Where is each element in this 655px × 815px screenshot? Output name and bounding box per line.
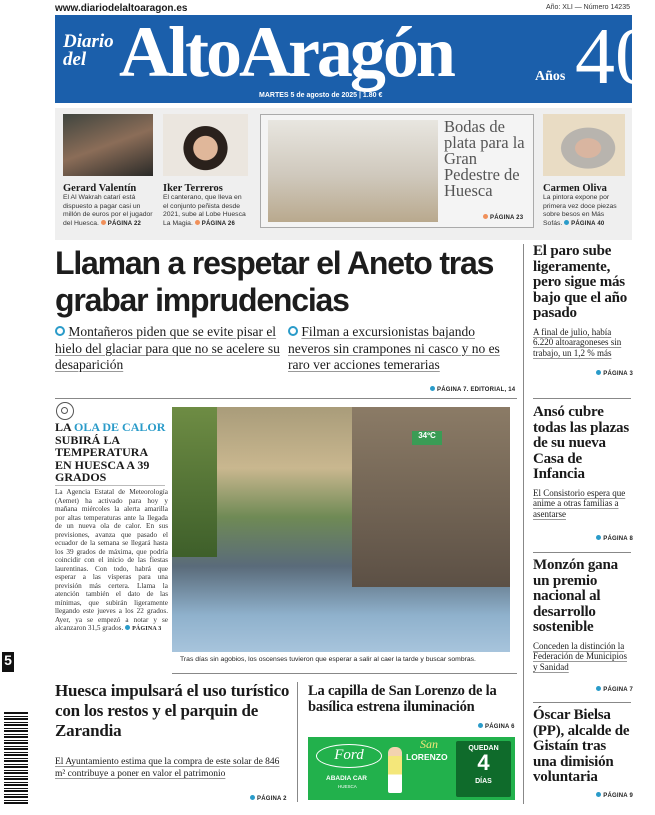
page-ref: PÁGINA 2 xyxy=(257,796,287,802)
page-ref: PÁGINA 23 xyxy=(490,215,524,221)
divider xyxy=(172,673,517,674)
sun-icon xyxy=(56,402,74,420)
ford-logo: Ford xyxy=(316,744,382,768)
lead-subhead-2: Filman a excursionistas bajando neveros sin crampones ni casco y no es raro ver acciones temerarias xyxy=(288,324,500,372)
teaser-name: Iker Terreros xyxy=(163,183,223,194)
issue-number: Año: XLI — Número 14235 xyxy=(545,4,630,11)
photo-caption: Tras días sin agobios, los oscenses tuvieron que esperar a salir al caer la tarde y buscar sombras. xyxy=(180,656,476,663)
ford-advert[interactable] xyxy=(308,737,515,800)
teaser-carmen[interactable] xyxy=(543,114,625,228)
page-ref: PÁGINA 6 xyxy=(485,724,515,730)
masthead-del: del xyxy=(63,49,87,70)
bullet-icon xyxy=(55,326,65,336)
column-divider xyxy=(523,244,524,804)
divider xyxy=(533,702,631,703)
lead-subhead-1: Montañeros piden que se evite pisar el hielo del glaciar para que no se acelere su desaparición xyxy=(55,324,280,372)
chapel-headline[interactable]: La capilla de San Lorenzo de la basílica estrena iluminación xyxy=(308,683,497,715)
teaser-text: La pintora expone por primera vez doce piezas sobre besos en Más Sofás. xyxy=(543,194,617,227)
divider xyxy=(172,673,173,674)
anniversary-number: 40 xyxy=(575,13,655,101)
dancer-figure xyxy=(388,747,402,793)
dealer-name: ABADIA CAR xyxy=(326,775,367,782)
divider xyxy=(55,398,517,399)
lorenzo-label: LORENZO xyxy=(406,752,448,762)
lead-headline[interactable]: Llaman a respetar el Aneto tras grabar imprudencias xyxy=(55,245,494,318)
anniversary-label: Años xyxy=(535,69,566,84)
teaser-headline: Bodas de plata para la Gran Pedestre de Huesca xyxy=(444,117,525,200)
zarandia-subhead: El Ayuntamiento estima que la compra de este solar de 846 m² contribuye a poner en valor el patrimonio xyxy=(55,757,280,779)
website-url[interactable]: www.diariodelaltoaragon.es xyxy=(55,3,188,14)
side-story-anso[interactable]: Ansó cubre todas las plazas de su nueva Casa de Infancia El Consistorio espera que anime a otras familias a asentarse PÁGINA 8 xyxy=(533,404,633,542)
page-ref: PÁGINA 22 xyxy=(107,220,142,227)
barcode xyxy=(4,712,28,804)
weather-body: La Agencia Estatal de Meteorología (Aemet) ha activado para hoy y mañana miércoles la alerta amarilla por altas temperaturas ante la llegada de un nueva ola de calor. En sus previsiones, avanza que pasado el ecuador de la semana se llegará hasta los 39 grados de máxima, que podría coincidir con el inicio de las fiestas laurentinas. Con todo, habrá que esperar a las vísperas para una previsión más certera. Llama la atención también el dato de las mínimas, que subirán ligeramente llegando este jueves a los 22 grados. Ayer, ya se empezó a notar y se alcanzaron 31,5 grados. PÁGINA 3 xyxy=(55,488,168,632)
countdown: QUEDAN 4 DÍAS xyxy=(456,741,511,797)
teaser-pedestre[interactable] xyxy=(260,114,534,228)
page-ref: PÁGINA 3 xyxy=(132,626,162,632)
masthead-title: AltoAragón xyxy=(119,12,453,92)
zarandia-headline[interactable]: Huesca impulsará el uso turístico con los restos y el parquin de Zarandia xyxy=(55,681,290,740)
page-ref: PÁGINA 26 xyxy=(201,220,236,227)
teaser-text: El Al Wakrah catarí está dispuesto a pagar casi un millón de euros por el jugador del Huesca. xyxy=(63,194,153,227)
side-story-bielsa[interactable]: Óscar Bielsa (PP), alcalde de Gistaín tras una dimisión voluntaria PÁGINA 9 xyxy=(533,707,633,799)
masthead xyxy=(55,12,655,103)
page-ref: PÁGINA 40 xyxy=(571,220,605,227)
date-price: MARTES 5 de agosto de 2025 | 1.80 € xyxy=(259,92,383,99)
teaser-name: Gerard Valentín xyxy=(63,183,137,194)
side-story-monzon[interactable]: Monzón gana un premio nacional al desarrollo sostenible Conceden la distinción la Federación de Municipios y Sanidad PÁGINA 7 xyxy=(533,557,633,693)
divider xyxy=(533,398,631,399)
pedestre-photo xyxy=(268,120,438,222)
page-ref: PÁGINA 7. EDITORIAL, 14 xyxy=(437,387,516,393)
teaser-text: El canterano, que lleva en el conjunto peñista desde 2021, sube al Lobe Huesca La Magia. xyxy=(163,194,246,227)
teaser-name: Carmen Oliva xyxy=(543,183,607,194)
edition-number: 5 xyxy=(2,652,14,672)
column-divider xyxy=(297,682,298,802)
carmen-photo xyxy=(543,114,625,176)
heatwave-photo xyxy=(172,407,510,652)
temperature-sign: 34ºC xyxy=(412,431,442,445)
side-story-paro[interactable]: El paro sube ligeramente, pero sigue más bajo que el año pasado A final de julio, había 6.220 altoaragoneses sin trabajo, un 1,2 % más PÁGINA 3 xyxy=(533,243,633,377)
teaser-iker[interactable] xyxy=(163,114,248,228)
masthead-diario: Diario xyxy=(63,31,114,52)
weather-headline[interactable]: LA OLA DE CALOR SUBIRÁ LA TEMPERATURA EN HUESCA A 39 GRADOS xyxy=(55,420,166,484)
teaser-gerard[interactable] xyxy=(63,114,153,228)
dealer-city: HUESCA xyxy=(338,784,357,789)
divider xyxy=(55,485,165,486)
san-label: San xyxy=(420,737,438,751)
gerard-photo xyxy=(63,114,153,176)
divider xyxy=(533,552,631,553)
bullet-icon xyxy=(288,326,298,336)
iker-photo xyxy=(163,114,248,176)
